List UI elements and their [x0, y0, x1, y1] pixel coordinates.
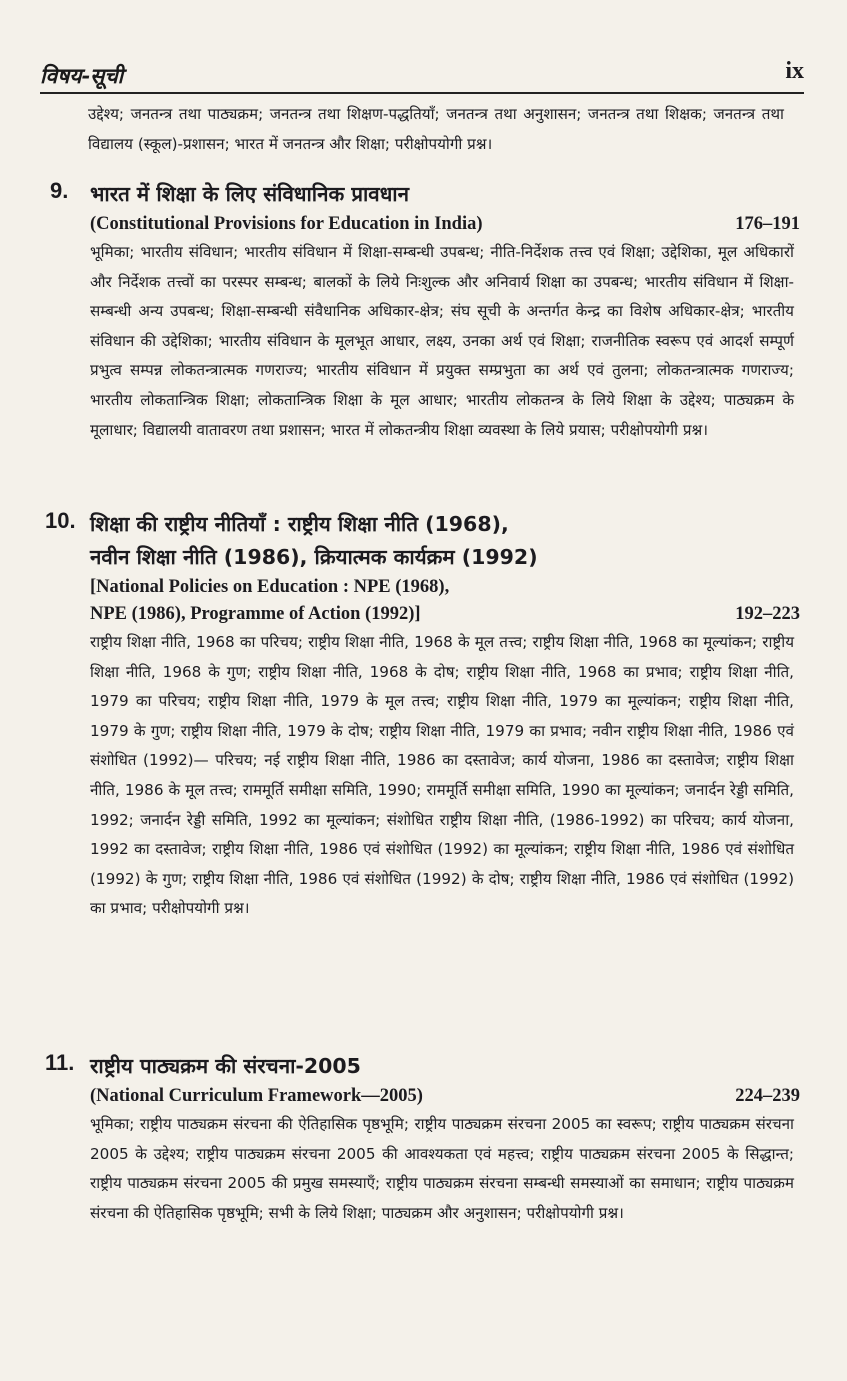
- page-range: 192–223: [735, 604, 800, 624]
- toc-entry-10[interactable]: [40, 508, 800, 924]
- chapter-topics: भूमिका; भारतीय संविधान; भारतीय संविधान में शिक्षा-सम्बन्धी उपबन्ध; नीति-निर्देशक तत्त्व एवं शिक्षा; उद्देशिका, मूल अधिकारों और निर्देशक तत्त्वों का परस्पर सम्बन्ध; बालकों के लिये निःशुल्क और अनिवार्य शिक्षा का उपबन्ध; भारतीय संविधान में शिक्षा-सम्बन्धी अन्य उपबन्ध; शिक्षा-सम्बन्धी संवैधानिक अधिकार-क्षेत्र; संघ सूची के अन्तर्गत केन्द्र का विशेष अधिकार-क्षेत्र; भारतीय संविधान की उद्देशिका; भारतीय संविधान के मूलभूत आधार, लक्ष्य, उनका अर्थ एवं शिक्षा; राजनीतिक स्वरूप एवं आदर्श सम्पूर्ण प्रभुत्व सम्पन्न लोकतन्त्रात्मक गणराज्य; भारतीय संविधान में प्रयुक्त सम्प्रभुता का अर्थ एवं तुलना; लोकतन्त्रात्मक गणराज्य; भारतीय लोकतान्त्रिक शिक्षा; लोकतान्त्रिक शिक्षा के मूल आधार; भारतीय लोकतन्त्र के लिये शिक्षा के उद्देश्य; पाठ्यक्रम के मूलाधार; विद्यालयी वातावरण तथा प्रशासन; भारत में लोकतन्त्रीय शिक्षा व्यवस्था के लिये प्रयास; परीक्षोपयोगी प्रश्न।: [90, 243, 794, 439]
- chapter-number: 10.: [45, 508, 76, 533]
- page-range: 176–191: [735, 214, 800, 234]
- chapter-title-hindi: शिक्षा की राष्ट्रीय नीतियाँ : राष्ट्रीय शिक्षा नीति (1968),: [90, 512, 509, 536]
- chapter-title-english: (National Curriculum Framework—2005): [90, 1086, 423, 1106]
- page-range: 224–239: [735, 1086, 800, 1106]
- chapter-title-hindi-line2: नवीन शिक्षा नीति (1986), क्रियात्मक कार्यक्रम (1992): [90, 545, 538, 569]
- running-title: विषय-सूची: [40, 63, 124, 88]
- chapter-topics: भूमिका; राष्ट्रीय पाठ्यक्रम संरचना की ऐतिहासिक पृष्ठभूमि; राष्ट्रीय पाठ्यक्रम संरचना 2005 का स्वरूप; राष्ट्रीय पाठ्यक्रम संरचना 2005 के उद्देश्य; राष्ट्रीय पाठ्यक्रम संरचना 2005 की आवश्यकता एवं महत्त्व; राष्ट्रीय पाठ्यक्रम संरचना 2005 के सिद्धान्त; राष्ट्रीय पाठ्यक्रम संरचना 2005 की प्रमुख समस्याएँ; राष्ट्रीय पाठ्यक्रम संरचना सम्बन्धी समस्याओं का समाधान; राष्ट्रीय पाठ्यक्रम संरचना की ऐतिहासिक पृष्ठभूमि; सभी के लिये शिक्षा; पाठ्यक्रम और अनुशासन; परीक्षोपयोगी प्रश्न।: [90, 1115, 794, 1222]
- chapter-title-hindi: भारत में शिक्षा के लिए संविधानिक प्रावधान: [90, 182, 409, 206]
- chapter-number: 11.: [45, 1050, 75, 1075]
- chapter-title-english: [National Policies on Education : NPE (1968),: [90, 577, 450, 597]
- chapter-number: 9.: [50, 178, 69, 203]
- chapter-title-english-line2: NPE (1986), Programme of Action (1992)]: [90, 604, 421, 624]
- page-number: ix: [785, 58, 804, 84]
- toc-entry-11[interactable]: [40, 1050, 800, 1228]
- chapter-title-english: (Constitutional Provisions for Education in India): [90, 214, 483, 234]
- chapter-topics: राष्ट्रीय शिक्षा नीति, 1968 का परिचय; राष्ट्रीय शिक्षा नीति, 1968 के मूल तत्त्व; राष्ट्रीय शिक्षा नीति, 1968 का मूल्यांकन; राष्ट्रीय शिक्षा नीति, 1968 के गुण; राष्ट्रीय शिक्षा नीति, 1968 के दोष; राष्ट्रीय शिक्षा नीति, 1968 का प्रभाव; राष्ट्रीय शिक्षा नीति, 1979 का परिचय; राष्ट्रीय शिक्षा नीति, 1979 के मूल तत्त्व; राष्ट्रीय शिक्षा नीति, 1979 का मूल्यांकन; राष्ट्रीय शिक्षा नीति, 1979 के गुण; राष्ट्रीय शिक्षा नीति, 1979 के दोष; राष्ट्रीय शिक्षा नीति, 1979 का प्रभाव; नवीन राष्ट्रीय शिक्षा नीति, 1986 एवं संशोधित (1992)— परिचय; नई राष्ट्रीय शिक्षा नीति, 1986 का दस्तावेज; कार्य योजना, 1986 का दस्तावेज; राष्ट्रीय शिक्षा नीति, 1986 के मूल तत्त्व; राममूर्ति समीक्षा समिति, 1990; राममूर्ति समीक्षा समिति, 1990 का मूल्यांकन; जनार्दन रेड्डी समिति, 1992; जनार्दन रेड्डी समिति, 1992 का मूल्यांकन; संशोधित राष्ट्रीय शिक्षा नीति, (1986-1992) का परिचय; कार्य योजना, 1992 का दस्तावेज; राष्ट्रीय शिक्षा नीति, 1986 एवं संशोधित (1992) का मूल्यांकन; राष्ट्रीय शिक्षा नीति, 1986 एवं संशोधित (1992) के गुण; राष्ट्रीय शिक्षा नीति, 1986 एवं संशोधित (1992) के दोष; राष्ट्रीय शिक्षा नीति, 1986 एवं संशोधित (1992) का प्रभाव; परीक्षोपयोगी प्रश्न।: [90, 633, 794, 918]
- continued-content: उद्देश्य; जनतन्त्र तथा पाठ्यक्रम; जनतन्त्र तथा शिक्षण-पद्धतियाँ; जनतन्त्र तथा अनुशासन; जनतन्त्र तथा शिक्षक; जनतन्त्र तथा विद्यालय (स्कूल)-प्रशासन; भारत में जनतन्त्र और शिक्षा; परीक्षोपयोगी प्रश्न।: [88, 105, 784, 153]
- page-header: [40, 52, 804, 94]
- toc-entry-9[interactable]: [40, 178, 800, 445]
- chapter-title-hindi: राष्ट्रीय पाठ्यक्रम की संरचना-2005: [90, 1054, 361, 1078]
